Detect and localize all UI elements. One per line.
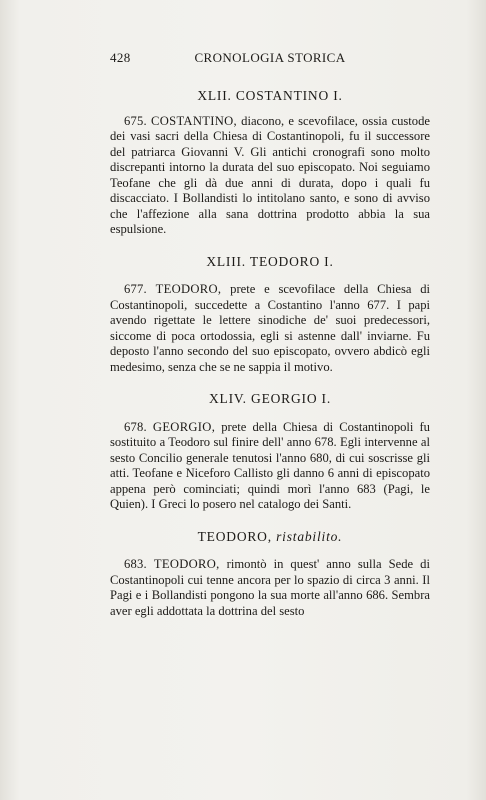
paragraph-number: 683. (124, 557, 147, 571)
section-paragraph (110, 282, 430, 375)
text-block (110, 50, 430, 619)
heading-main: TEODORO, (197, 528, 272, 544)
section-paragraph (110, 557, 430, 619)
paragraph-number: 677. (124, 282, 147, 296)
section-paragraph (110, 114, 430, 238)
heading-italic: ristabilito. (276, 528, 343, 544)
paragraph-name: TEODORO, (153, 557, 220, 571)
paragraph-name: TEODORO, (155, 282, 222, 296)
paragraph-name: GEORGIO, (152, 419, 216, 434)
page-number: 428 (110, 50, 131, 65)
running-title: CRONOLOGIA STORICA (194, 50, 346, 65)
paragraph-text: prete e scevofilace della Chiesa di Costantinopoli, succedette a Costantino l'anno 677. I papi avendo rigettate le lettere sinodiche de' suoi predecessori, siccome di poca ortodossia, egli si astenne dall' inviarne. Fu deposto l'anno secondo del suo episcopato, ovvero abdicò egli medesimo, senza che se ne sappia il motivo. (110, 282, 431, 374)
section-paragraph (110, 420, 430, 513)
section-heading: XLIII. TEODORO I. (206, 253, 334, 269)
paragraph-text: prete della Chiesa di Costantinopoli fu sostituito a Teodoro sul finire dell' anno 678. Egli intervenne al sesto Concilio generale tenutosi l'anno 680, di cui soscrisse gli atti. Teofane e Niceforo Callisto gli danno 6 anni di episcopato appena però cominciati; quindi morì l'anno 683 (Pagi, le Quien). I Greci lo posero nel catalogo dei Santi. (110, 419, 430, 511)
section-heading: XLII. COSTANTINO I. (197, 88, 343, 103)
paragraph-number: 675. (124, 113, 147, 128)
section-heading: XLIV. GEORGIO I. (208, 391, 332, 406)
running-head (110, 50, 430, 68)
paragraph-text: rimontò in quest' anno sulla Sede di Costantinopoli cui tenne ancora per lo spazio di circa 3 anni. Il Pagi e i Bollandisti pongono la sua morte all'anno 686. Sembra aver egli addottata la dottrina del sesto (110, 557, 430, 618)
paragraph-text: diacono, e scevofilace, ossia custode dei vasi sacri della Chiesa di Costantinopoli, fu il successore del patriarca Giovanni V. Gli antichi cronografi sono molto discrepanti intorno la durata del suo episcopato. Noi seguiamo Teofane che gli dà due anni di durata, dopo i quali fu discacciato. I Bollandisti lo intitolano santo, e sono di avviso che l'affezione alla sana dottrina prodotto abbia la sua espulsione. (110, 113, 430, 236)
paragraph-number: 678. (124, 419, 147, 434)
paragraph-name: COSTANTINO, (151, 113, 237, 128)
section-heading (110, 529, 430, 545)
